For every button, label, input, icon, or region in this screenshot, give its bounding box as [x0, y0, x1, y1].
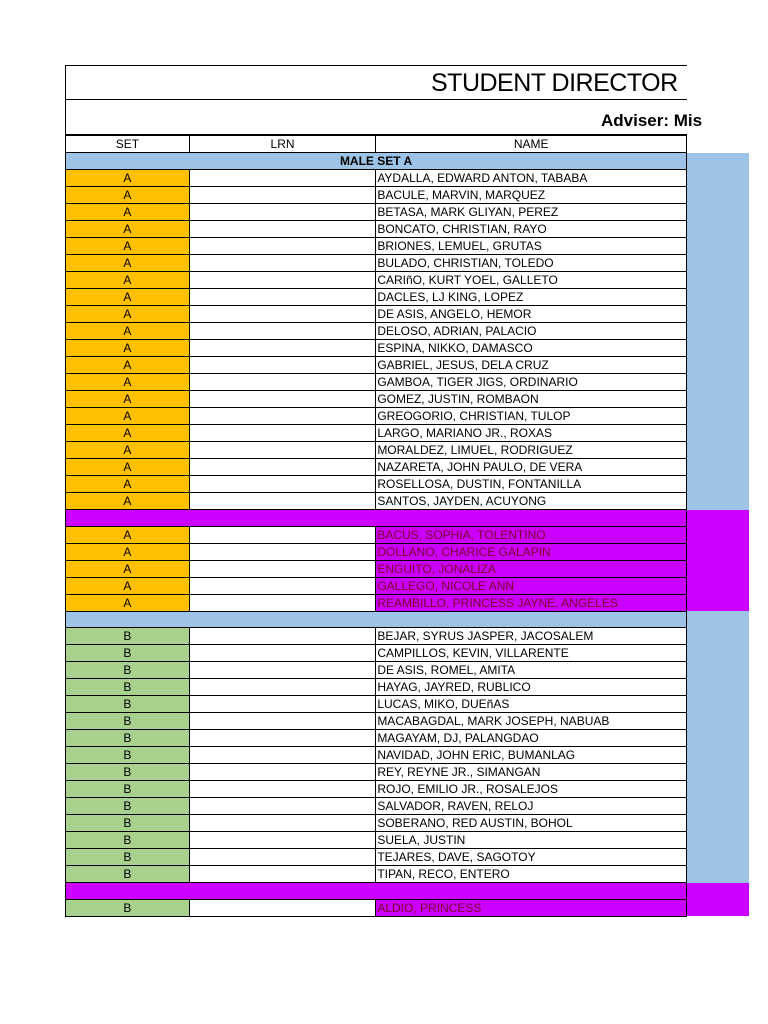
table-row — [66, 204, 749, 221]
table-row — [66, 866, 749, 883]
lrn-cell[interactable] — [189, 747, 376, 764]
name-cell[interactable]: AYDALLA, EDWARD ANTON, TABABA — [376, 170, 687, 187]
set-cell[interactable]: A — [66, 560, 190, 577]
lrn-cell[interactable] — [189, 662, 376, 679]
table-row — [66, 442, 749, 459]
set-cell[interactable]: A — [66, 493, 190, 510]
table-row — [66, 459, 749, 476]
name-cell[interactable]: BRIONES, LEMUEL, GRUTAS — [376, 238, 687, 255]
lrn-cell[interactable] — [189, 526, 376, 543]
lrn-cell[interactable] — [189, 221, 376, 238]
adviser-cell[interactable] — [65, 100, 703, 135]
set-cell[interactable]: A — [66, 374, 190, 391]
name-cell[interactable]: GOMEZ, JUSTIN, ROMBAON — [376, 391, 687, 408]
row-fill — [687, 391, 749, 408]
row-fill — [687, 781, 749, 798]
row-fill — [687, 866, 749, 883]
row-fill — [687, 764, 749, 781]
table-row — [66, 781, 749, 798]
set-cell[interactable]: B — [66, 899, 190, 916]
name-cell[interactable]: LARGO, MARIANO JR., ROXAS — [376, 425, 687, 442]
set-cell[interactable]: A — [66, 594, 190, 611]
name-cell[interactable]: REY, REYNE JR., SIMANGAN — [376, 764, 687, 781]
set-cell[interactable]: B — [66, 662, 190, 679]
table-row — [66, 662, 749, 679]
row-fill — [687, 662, 749, 679]
student-rows — [66, 153, 749, 917]
set-cell[interactable]: A — [66, 543, 190, 560]
set-cell[interactable]: A — [66, 306, 190, 323]
row-fill — [687, 340, 749, 357]
set-cell[interactable]: A — [66, 357, 190, 374]
row-fill — [687, 170, 749, 187]
table-row — [66, 645, 749, 662]
name-cell[interactable]: DE ASIS, ANGELO, HEMOR — [376, 306, 687, 323]
name-cell[interactable]: NAZARETA, JOHN PAULO, DE VERA — [376, 459, 687, 476]
table-row — [66, 815, 749, 832]
name-cell[interactable]: LUCAS, MIKO, DUEñAS — [376, 696, 687, 713]
section-fill — [687, 510, 749, 527]
table-row — [66, 832, 749, 849]
table-row — [66, 425, 749, 442]
table-row — [66, 594, 749, 611]
table-row — [66, 899, 749, 916]
row-fill — [687, 747, 749, 764]
row-fill — [687, 730, 749, 747]
row-fill — [687, 442, 749, 459]
title-cell[interactable] — [65, 65, 687, 100]
lrn-cell[interactable] — [189, 849, 376, 866]
table-row — [66, 560, 749, 577]
set-cell[interactable]: B — [66, 781, 190, 798]
lrn-cell[interactable] — [189, 815, 376, 832]
name-cell[interactable]: DELOSO, ADRIAN, PALACIO — [376, 323, 687, 340]
section-label-cell[interactable] — [66, 611, 687, 628]
section-label-cell[interactable] — [66, 883, 687, 900]
set-cell[interactable]: A — [66, 340, 190, 357]
row-fill — [687, 679, 749, 696]
lrn-cell[interactable] — [189, 713, 376, 730]
table-row — [66, 713, 749, 730]
lrn-cell[interactable] — [189, 679, 376, 696]
set-cell[interactable]: A — [66, 289, 190, 306]
row-fill — [687, 289, 749, 306]
lrn-cell[interactable] — [189, 730, 376, 747]
name-cell[interactable]: TIPAN, RECO, ENTERO — [376, 866, 687, 883]
row-fill — [687, 645, 749, 662]
set-cell[interactable]: B — [66, 713, 190, 730]
lrn-cell[interactable] — [189, 340, 376, 357]
set-cell[interactable]: B — [66, 798, 190, 815]
name-cell[interactable]: TEJARES, DAVE, SAGOTOY — [376, 849, 687, 866]
column-header-lrn[interactable]: LRN — [189, 136, 376, 153]
name-cell[interactable]: DOLLANO, CHARICE GALAPIN — [376, 543, 687, 560]
table-row — [66, 476, 749, 493]
name-cell[interactable]: BACULE, MARVIN, MARQUEZ — [376, 187, 687, 204]
row-fill — [687, 221, 749, 238]
lrn-cell[interactable] — [189, 459, 376, 476]
name-cell[interactable]: ENGUITO, JONALIZA — [376, 560, 687, 577]
name-cell[interactable]: CAMPILLOS, KEVIN, VILLARENTE — [376, 645, 687, 662]
row-fill — [687, 187, 749, 204]
table-row — [66, 577, 749, 594]
adviser-label: Adviser: Mis — [601, 111, 703, 130]
set-cell[interactable]: A — [66, 255, 190, 272]
table-row — [66, 221, 749, 238]
lrn-cell[interactable] — [189, 442, 376, 459]
row-fill — [687, 815, 749, 832]
row-fill — [687, 459, 749, 476]
lrn-cell[interactable] — [189, 391, 376, 408]
set-cell[interactable]: B — [66, 866, 190, 883]
student-directory-sheet — [65, 65, 749, 917]
set-cell[interactable]: B — [66, 764, 190, 781]
set-cell[interactable]: A — [66, 323, 190, 340]
table-row — [66, 849, 749, 866]
section-row — [66, 510, 749, 527]
lrn-cell[interactable] — [189, 866, 376, 883]
lrn-cell[interactable] — [189, 543, 376, 560]
name-cell[interactable]: BULADO, CHRISTIAN, TOLEDO — [376, 255, 687, 272]
set-cell[interactable]: B — [66, 679, 190, 696]
row-fill — [687, 272, 749, 289]
name-cell[interactable]: ESPINA, NIKKO, DAMASCO — [376, 340, 687, 357]
row-fill — [687, 577, 749, 594]
lrn-cell[interactable] — [189, 323, 376, 340]
name-cell[interactable]: SANTOS, JAYDEN, ACUYONG — [376, 493, 687, 510]
lrn-cell[interactable] — [189, 628, 376, 645]
name-cell[interactable]: BEJAR, SYRUS JASPER, JACOSALEM — [376, 628, 687, 645]
lrn-cell[interactable] — [189, 357, 376, 374]
table-row — [66, 679, 749, 696]
lrn-cell[interactable] — [189, 408, 376, 425]
set-cell[interactable]: B — [66, 628, 190, 645]
set-cell[interactable]: A — [66, 459, 190, 476]
lrn-cell[interactable] — [189, 425, 376, 442]
row-fill — [687, 849, 749, 866]
name-cell[interactable]: DACLES, LJ KING, LOPEZ — [376, 289, 687, 306]
column-header-name[interactable]: NAME — [376, 136, 687, 153]
section-row — [66, 611, 749, 628]
row-fill — [687, 323, 749, 340]
name-cell[interactable]: HAYAG, JAYRED, RUBLICO — [376, 679, 687, 696]
name-cell[interactable]: GREOGORIO, CHRISTIAN, TULOP — [376, 408, 687, 425]
lrn-cell[interactable] — [189, 170, 376, 187]
name-cell[interactable]: BACUS, SOPHIA, TOLENTINO — [376, 526, 687, 543]
table-row — [66, 289, 749, 306]
name-cell[interactable]: ALDIO, PRINCESS — [376, 899, 687, 916]
set-cell[interactable]: A — [66, 221, 190, 238]
section-label-cell[interactable] — [66, 510, 687, 527]
name-cell[interactable]: MACABAGDAL, MARK JOSEPH, NABUAB — [376, 713, 687, 730]
row-fill — [687, 594, 749, 611]
lrn-cell[interactable] — [189, 306, 376, 323]
name-cell[interactable]: MORALDEZ, LIMUEL, RODRIGUEZ — [376, 442, 687, 459]
table-row — [66, 306, 749, 323]
lrn-cell[interactable] — [189, 560, 376, 577]
table-row — [66, 340, 749, 357]
lrn-cell[interactable] — [189, 781, 376, 798]
set-cell[interactable]: B — [66, 747, 190, 764]
name-cell[interactable]: SALVADOR, RAVEN, RELOJ — [376, 798, 687, 815]
lrn-cell[interactable] — [189, 204, 376, 221]
row-fill — [687, 238, 749, 255]
row-fill — [687, 899, 749, 916]
student-table — [65, 135, 749, 917]
set-cell[interactable]: A — [66, 476, 190, 493]
name-cell[interactable]: ROSELLOSA, DUSTIN, FONTANILLA — [376, 476, 687, 493]
table-row — [66, 798, 749, 815]
table-row — [66, 272, 749, 289]
row-fill — [687, 713, 749, 730]
table-row — [66, 628, 749, 645]
section-fill — [687, 883, 749, 900]
table-row — [66, 526, 749, 543]
table-row — [66, 187, 749, 204]
set-cell[interactable]: B — [66, 849, 190, 866]
set-cell[interactable]: A — [66, 391, 190, 408]
lrn-cell[interactable] — [189, 764, 376, 781]
table-row — [66, 408, 749, 425]
name-cell[interactable]: ROJO, EMILIO JR., ROSALEJOS — [376, 781, 687, 798]
table-row — [66, 238, 749, 255]
row-fill — [687, 628, 749, 645]
table-row — [66, 696, 749, 713]
lrn-cell[interactable] — [189, 577, 376, 594]
lrn-cell[interactable] — [189, 899, 376, 916]
row-fill — [687, 306, 749, 323]
set-cell[interactable]: A — [66, 204, 190, 221]
lrn-cell[interactable] — [189, 374, 376, 391]
set-cell[interactable]: B — [66, 696, 190, 713]
lrn-cell[interactable] — [189, 594, 376, 611]
row-fill — [687, 493, 749, 510]
table-row — [66, 323, 749, 340]
lrn-cell[interactable] — [189, 187, 376, 204]
name-cell[interactable]: GALLEGO, NICOLE ANN — [376, 577, 687, 594]
set-cell[interactable]: B — [66, 815, 190, 832]
section-fill — [687, 153, 749, 170]
row-fill — [687, 255, 749, 272]
row-fill — [687, 357, 749, 374]
row-fill — [687, 696, 749, 713]
set-cell[interactable]: A — [66, 425, 190, 442]
row-fill — [687, 526, 749, 543]
set-cell[interactable]: A — [66, 187, 190, 204]
set-cell[interactable]: B — [66, 645, 190, 662]
row-fill — [687, 798, 749, 815]
table-row — [66, 391, 749, 408]
set-cell[interactable]: B — [66, 832, 190, 849]
name-cell[interactable]: MAGAYAM, DJ, PALANGDAO — [376, 730, 687, 747]
lrn-cell[interactable] — [189, 255, 376, 272]
name-cell[interactable]: GAMBOA, TIGER JIGS, ORDINARIO — [376, 374, 687, 391]
lrn-cell[interactable] — [189, 696, 376, 713]
sheet-title: STUDENT DIRECTOR — [431, 69, 678, 97]
name-cell[interactable]: NAVIDAD, JOHN ERIC, BUMANLAG — [376, 747, 687, 764]
column-header-set[interactable]: SET — [66, 136, 190, 153]
table-row — [66, 747, 749, 764]
set-cell[interactable]: A — [66, 238, 190, 255]
name-cell[interactable]: BETASA, MARK GLIYAN, PEREZ — [376, 204, 687, 221]
lrn-cell[interactable] — [189, 476, 376, 493]
section-row — [66, 883, 749, 900]
set-cell[interactable]: A — [66, 408, 190, 425]
set-cell[interactable]: A — [66, 272, 190, 289]
table-row — [66, 255, 749, 272]
table-row — [66, 543, 749, 560]
name-cell[interactable]: CARIñO, KURT YOEL, GALLETO — [376, 272, 687, 289]
table-row — [66, 357, 749, 374]
table-row — [66, 374, 749, 391]
set-cell[interactable]: A — [66, 526, 190, 543]
row-fill — [687, 204, 749, 221]
table-row — [66, 170, 749, 187]
set-cell[interactable]: A — [66, 170, 190, 187]
table-row — [66, 764, 749, 781]
row-fill — [687, 560, 749, 577]
section-fill — [687, 611, 749, 628]
lrn-cell[interactable] — [189, 645, 376, 662]
row-fill — [687, 408, 749, 425]
set-cell[interactable]: B — [66, 730, 190, 747]
row-fill — [687, 832, 749, 849]
section-label-cell[interactable]: MALE SET A — [66, 153, 687, 170]
table-row — [66, 493, 749, 510]
section-row — [66, 153, 749, 170]
lrn-cell[interactable] — [189, 238, 376, 255]
name-cell[interactable]: REAMBILLO, PRINCESS JAYNE, ANGELES — [376, 594, 687, 611]
lrn-cell[interactable] — [189, 798, 376, 815]
lrn-cell[interactable] — [189, 493, 376, 510]
lrn-cell[interactable] — [189, 289, 376, 306]
row-fill — [687, 374, 749, 391]
set-cell[interactable]: A — [66, 442, 190, 459]
row-fill — [687, 476, 749, 493]
row-fill — [687, 425, 749, 442]
name-cell[interactable]: DE ASIS, ROMEL, AMITA — [376, 662, 687, 679]
name-cell[interactable]: BONCATO, CHRISTIAN, RAYO — [376, 221, 687, 238]
row-fill — [687, 543, 749, 560]
lrn-cell[interactable] — [189, 832, 376, 849]
name-cell[interactable]: SUELA, JUSTIN — [376, 832, 687, 849]
lrn-cell[interactable] — [189, 272, 376, 289]
set-cell[interactable]: A — [66, 577, 190, 594]
name-cell[interactable]: SOBERANO, RED AUSTIN, BOHOL — [376, 815, 687, 832]
header-row — [66, 136, 749, 153]
name-cell[interactable]: GABRIEL, JESUS, DELA CRUZ — [376, 357, 687, 374]
table-row — [66, 730, 749, 747]
